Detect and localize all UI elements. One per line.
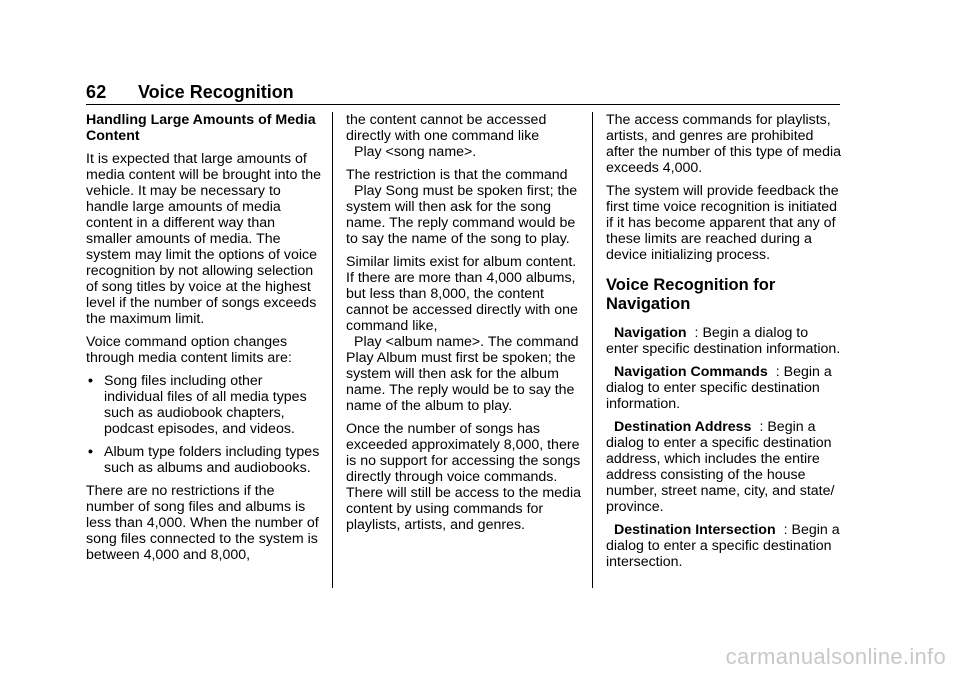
paragraph xyxy=(346,254,582,414)
voice-command: Play <song name>. xyxy=(354,144,477,160)
column-middle xyxy=(346,112,582,540)
paragraph: The system will provide feedback the first time voice recognition is initiated if it has become apparent that any of these limits are reached during a device initializing process. xyxy=(606,183,839,263)
command-name: Destination Address xyxy=(614,419,752,435)
bullet-text: Album type folders including types such as albums and audiobooks. xyxy=(104,444,320,476)
command-description: Begin a dialog to enter specific destination information. xyxy=(606,325,841,357)
command-colon: : xyxy=(783,522,788,538)
page-title: Voice Recognition xyxy=(138,82,294,102)
subsection-heading xyxy=(86,112,322,144)
command-colon: : xyxy=(775,364,780,380)
bullet-icon: • xyxy=(88,373,93,389)
paragraph xyxy=(346,112,582,160)
paragraph-text: The command xyxy=(487,334,579,350)
page-number: 62 xyxy=(86,82,107,102)
command-entry xyxy=(606,325,842,357)
voice-command: Play <album name>. xyxy=(354,334,485,350)
paragraph-text: must first be spoken; the system will then ask for the album name. The reply would be to say the name of the album to play. xyxy=(346,350,576,414)
command-name: Destination Intersection xyxy=(614,522,776,538)
bullet-icon: • xyxy=(88,444,93,460)
paragraph: The access commands for playlists, artists, and genres are prohibited after the number of this type of media exceeds 4,000. xyxy=(606,112,842,176)
subsection-heading-line: Content xyxy=(86,128,140,144)
column-right xyxy=(606,112,842,577)
subsection-heading-line: Handling Large Amounts of Media xyxy=(86,112,316,128)
paragraph: Once the number of songs has exceeded approximately 8,000, there is no support for accessing the songs directly through voice commands. There will still be access to the media content by using commands for playlists, artists, and genres. xyxy=(346,421,581,533)
command-entry xyxy=(606,522,842,570)
page-header xyxy=(86,80,840,105)
paragraph: Voice command option changes through media content limits are: xyxy=(86,334,292,366)
section-heading: Voice Recognition for Navigation xyxy=(606,276,776,313)
paragraph-text: the content cannot be accessed directly with one command like xyxy=(346,112,547,144)
command-description: Begin a dialog to enter a specific destination address, which includes the entire address consisting of the house number, street name, city, and state/ province. xyxy=(606,419,835,515)
command-colon: : xyxy=(694,325,699,341)
bullet-item xyxy=(86,444,322,476)
watermark: carmanualsonline.info xyxy=(725,644,946,669)
paragraph xyxy=(346,167,582,247)
command-name: Navigation Commands xyxy=(614,364,768,380)
command-description: Begin a dialog to enter specific destination information. xyxy=(606,364,832,412)
column-divider xyxy=(592,112,593,588)
voice-command: Play Album xyxy=(346,350,417,366)
command-colon: : xyxy=(759,419,764,435)
command-entry xyxy=(606,364,842,412)
paragraph: It is expected that large amounts of media content will be brought into the vehicle. It may be necessary to handle large amounts of media content in a different way than smaller amounts of media. The system may limit the options of voice recognition by not allowing selection of song titles by voice at the highest level if the number of songs exceeds the maximum limit. xyxy=(86,151,322,327)
bullet-text: Song files including other individual files of all media types such as audiobook chapters, podcast episodes, and videos. xyxy=(104,373,307,437)
paragraph-text: Similar limits exist for album content. If there are more than 4,000 albums, but less than 8,000, the content cannot be accessed directly with one command like, xyxy=(346,254,578,334)
paragraph: There are no restrictions if the number of song files and albums is less than 4,000. When the number of song files connected to the system is between 4,000 and 8,000, xyxy=(86,483,319,563)
bullet-item xyxy=(86,373,322,437)
column-divider xyxy=(332,112,333,588)
command-name: Navigation xyxy=(614,325,687,341)
command-entry xyxy=(606,419,842,515)
column-left xyxy=(86,112,322,570)
command-description: Begin a dialog to enter a specific destination intersection. xyxy=(606,522,840,570)
paragraph-text: The restriction is that the command xyxy=(346,167,568,183)
voice-command: Play Song xyxy=(354,183,419,199)
paragraph-text: must be spoken first; the system will then ask for the song name. The reply command would be to say the name of the song to play. xyxy=(346,183,578,247)
